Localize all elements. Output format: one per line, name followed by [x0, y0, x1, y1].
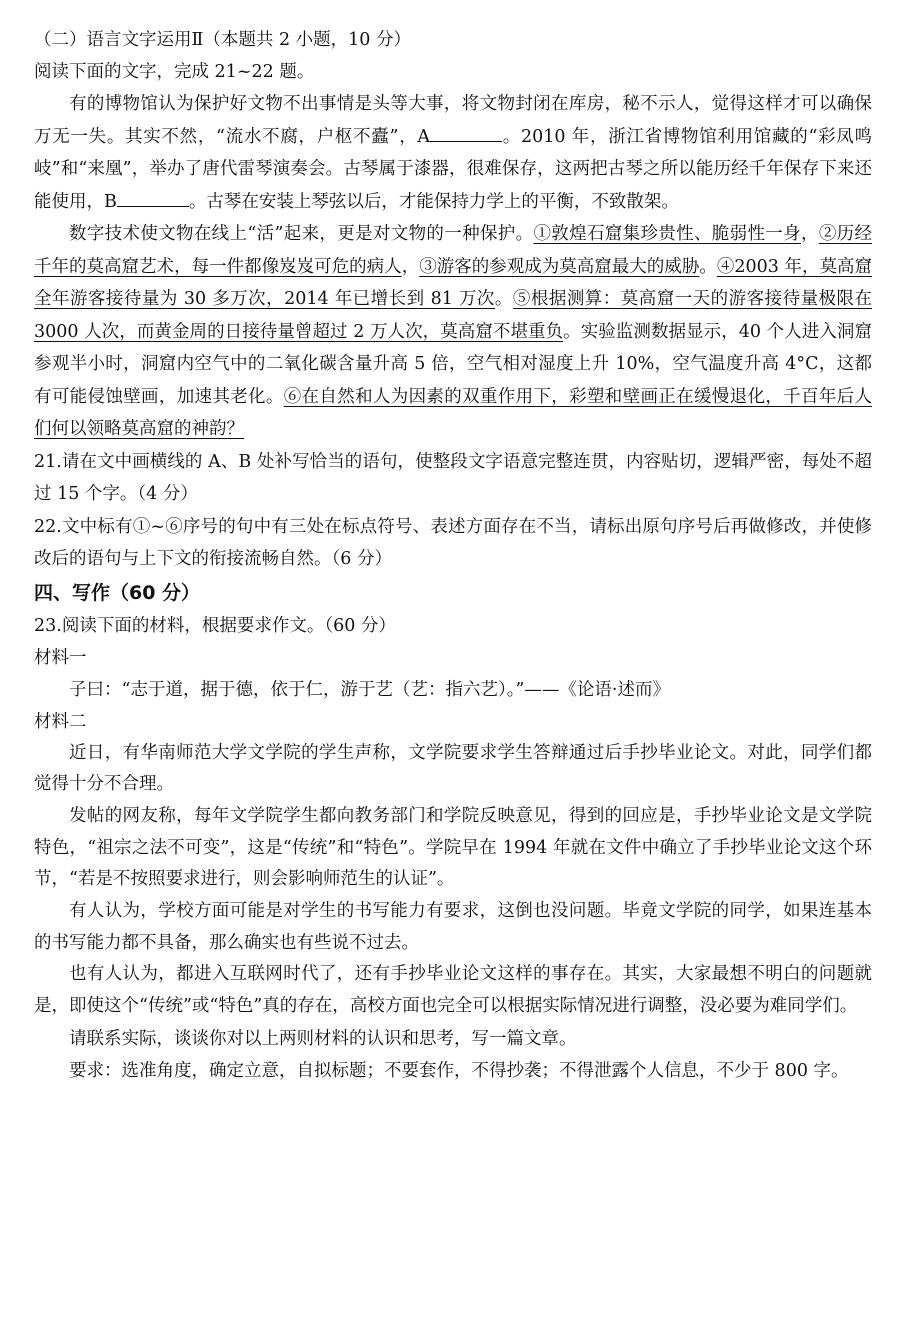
passage-paragraph-2	[34, 218, 872, 446]
reading-instruction: 阅读下面的文字，完成 21~22 题。	[34, 62, 315, 82]
passage-text: 。古琴在安装上琴弦以后，才能保持力学上的平衡，不致散架。	[188, 191, 679, 212]
writing-requirements: 要求：选准角度，确定立意，自拟标题；不要套作，不得抄袭；不得泄露个人信息，不少于 800 字。	[69, 1060, 849, 1081]
material-2-paragraph: 近日，有华南师范大学文学院的学生声称，文学院要求学生答辩通过后手抄毕业论文。对此，同学们都觉得十分不合理。	[34, 742, 872, 795]
passage-paragraph-1	[34, 88, 872, 218]
writing-section-heading: 四、写作（60 分）	[34, 581, 201, 604]
underlined-sentence-3: ③游客的参观成为莫高窟最大的威胁	[419, 256, 700, 277]
material-1-label: 材料一	[34, 647, 87, 668]
underlined-sentence-6: ⑥在自然和人为因素的双重作用下，彩塑和壁画正在缓慢退化，千百年后人们何以领略莫高窟的神韵？	[34, 386, 872, 439]
passage-text: 数字技术使文物在线上“活”起来，更是对文物的一种保护。	[69, 224, 534, 244]
passage-text: 有的博物馆认为保护好文物不出事情是头等大事，将文物封闭在库房，秘不示人，觉得这样才可以确保万无一失。其实不然，“流水不腐，户枢不蠹”，A	[34, 94, 872, 147]
material-2-paragraph: 发帖的网友称，每年文学院学生都向教务部门和学院反映意见，得到的回应是，手抄毕业论文是文学院特色，“祖宗之法不可变”，这是“传统”和“特色”。学院早在 1994 年就在文件中确立了手抄毕业论文这个环节，“若是不按照要求进行，则会影响师范生的认证”。	[34, 805, 872, 890]
blank-a	[430, 123, 502, 142]
material-2-paragraph: 有人认为，学校方面可能是对学生的书写能力有要求，这倒也没问题。毕竟文学院的同学，如果连基本的书写能力都不具备，那么确实也有些说不过去。	[34, 901, 872, 953]
punct: 。	[699, 256, 717, 277]
underlined-sentence-4: ④2003 年，莫高窟全年游客接待量为 30 多万次，2014 年已增长到 81 万次	[34, 256, 873, 309]
material-1-quote: 子曰：“志于道，据于德，依于仁，游于艺（艺：指六艺）。”——《论语·述而》	[69, 679, 670, 700]
underlined-sentence-2: ②历经千年的莫高窟艺术，每一件都像岌岌可危的病人	[34, 224, 872, 277]
blank-b	[117, 188, 189, 207]
punct: ，	[800, 224, 819, 244]
section-heading: （二）语言文字运用Ⅱ（本题共 2 小题，10 分）	[34, 30, 411, 50]
question-21: 21.请在文中画横线的 A、B 处补写恰当的语句，使整段文字语意完整连贯，内容贴切，逻辑严密，每处不超过 15 个字。（4 分）	[34, 451, 872, 504]
passage-text: 。实验监测数据显示，40 个人进入洞窟参观半小时，洞窟内空气中的二氧化碳含量升高 5 倍，空气相对湿度上升 10%，空气温度升高 4°C，这都有可能侵蚀壁画，加速其老化。	[34, 321, 872, 407]
material-2-paragraph: 也有人认为，都进入互联网时代了，还有手抄毕业论文这样的事存在。其实，大家最想不明白的问题就是，即使这个“传统”或“特色”真的存在，高校方面也完全可以根据实际情况进行调整，没必要为难同学们。	[34, 964, 872, 1017]
question-22: 22.文中标有①~⑥序号的句中有三处在标点符号、表述方面存在不当，请标出原句序号后再做修改，并使修改后的语句与上下文的衔接流畅自然。（6 分）	[34, 516, 872, 569]
passage-text: 。2010 年，浙江省博物馆利用馆藏的“彩凤鸣岐”和“来凰”，举办了唐代雷琴演奏会。古琴属于漆器，很难保存，这两把古琴之所以能历经千年保存下来还能使用，B	[34, 126, 873, 212]
punct: 。	[494, 289, 513, 309]
writing-prompt: 请联系实际，谈谈你对以上两则材料的认识和思考，写一篇文章。	[69, 1028, 577, 1049]
underlined-sentence-1: ①敦煌石窟集珍贵性、脆弱性一身	[533, 224, 801, 244]
material-2-label: 材料二	[34, 711, 87, 732]
exam-page	[34, 24, 872, 1087]
punct: ，	[401, 256, 420, 277]
question-23: 23.阅读下面的材料，根据要求作文。（60 分）	[34, 615, 396, 636]
underlined-sentence-5: ⑤根据测算：莫高窟一天的游客接待量极限在 3000 人次，而黄金周的日接待量曾超过 2 万人次，莫高窟不堪重负	[34, 289, 873, 342]
